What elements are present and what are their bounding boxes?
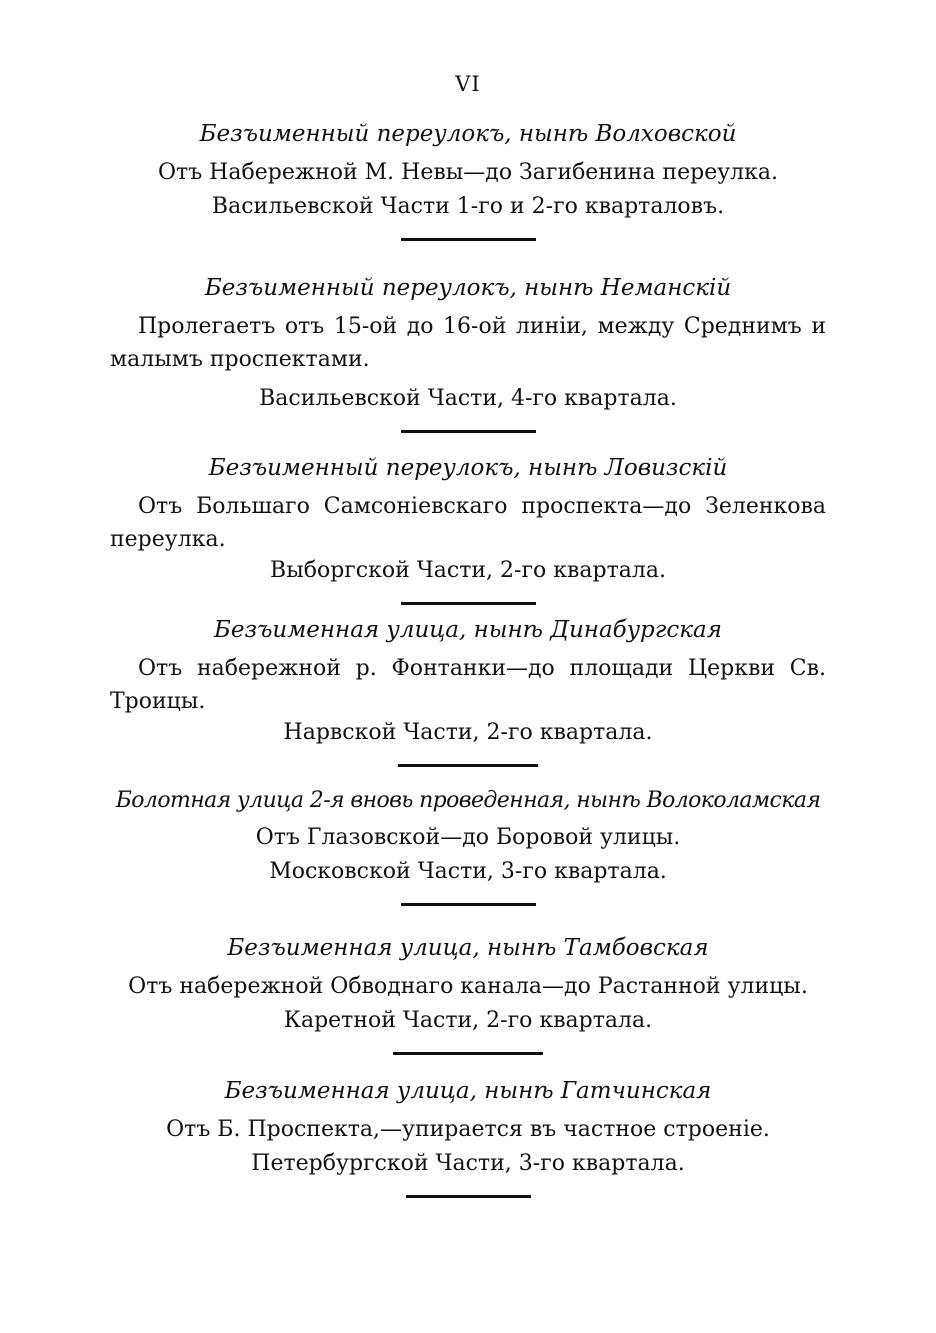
street-heading: Болотная улица 2-я вновь проведенная, нынѣ Волоколамская bbox=[115, 788, 821, 813]
street-entry bbox=[110, 1075, 826, 1198]
street-district: Московской Части, 3-го квартала. bbox=[269, 859, 667, 884]
street-route: Отъ Б. Проспекта,—упирается въ частное строеніе. bbox=[166, 1117, 770, 1142]
section-divider bbox=[401, 430, 536, 433]
street-heading: Безъименная улица, нынѣ Динабургская bbox=[214, 617, 722, 643]
page-number: VI bbox=[455, 72, 481, 96]
street-route: Отъ Глазовской—до Боровой улицы. bbox=[255, 825, 681, 850]
section-divider bbox=[401, 602, 536, 605]
street-heading: Безъименный переулокъ, нынѣ Волховской bbox=[199, 121, 737, 147]
street-route: Отъ Набережной М. Невы—до Загибенина переулка. bbox=[157, 160, 778, 185]
street-entry bbox=[110, 272, 826, 433]
street-route: Отъ набережной р. Фонтанки—до площади Церкви Св. Троицы. bbox=[110, 656, 826, 714]
street-entry bbox=[110, 118, 826, 241]
street-heading: Безъименная улица, нынѣ Гатчинская bbox=[224, 1078, 712, 1104]
section-divider bbox=[401, 238, 536, 241]
section-divider bbox=[401, 903, 536, 906]
section-divider bbox=[398, 764, 538, 767]
street-route: Отъ Большаго Самсоніевскаго проспекта—до Зеленкова переулка. bbox=[110, 494, 826, 552]
street-entry bbox=[110, 785, 826, 906]
street-district: Васильевской Части, 4-го квартала. bbox=[259, 386, 677, 411]
street-district: Васильевской Части 1-го и 2-го кварталовъ. bbox=[211, 194, 725, 219]
street-route: Отъ набережной Обводнаго канала—до Растанной улицы. bbox=[128, 974, 808, 999]
street-heading: Безъименный переулокъ, нынѣ Ловизскій bbox=[208, 455, 728, 481]
section-divider bbox=[393, 1052, 543, 1055]
street-heading: Безъименный переулокъ, нынѣ Неманскій bbox=[204, 275, 732, 301]
street-entry bbox=[110, 614, 826, 767]
street-route: Пролегаетъ отъ 15-ой до 16-ой линіи, между Среднимъ и малымъ проспектами. bbox=[110, 314, 826, 372]
street-entry bbox=[110, 932, 826, 1055]
street-district: Выборгской Части, 2-го квартала. bbox=[270, 558, 666, 583]
street-district: Каретной Части, 2-го квартала. bbox=[283, 1008, 653, 1033]
section-divider bbox=[406, 1195, 531, 1198]
street-district: Нарвской Части, 2-го квартала. bbox=[283, 720, 653, 745]
street-district: Петербургской Части, 3-го квартала. bbox=[251, 1151, 685, 1176]
street-heading: Безъименная улица, нынѣ Тамбовская bbox=[227, 935, 709, 961]
street-entry bbox=[110, 452, 826, 605]
